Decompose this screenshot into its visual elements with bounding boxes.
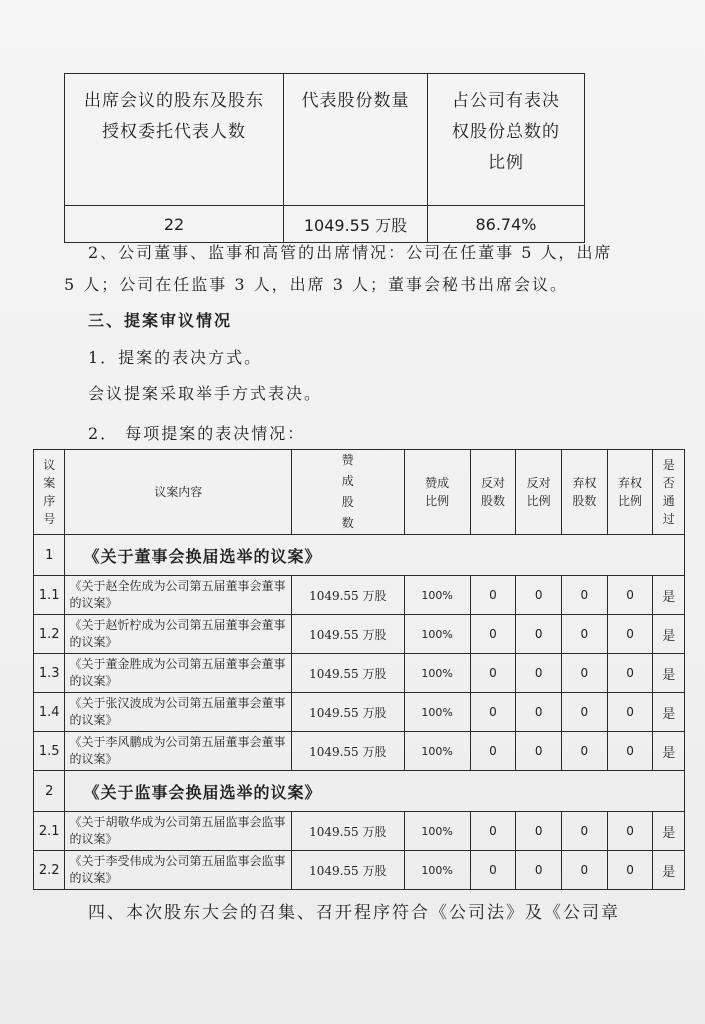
value-ratio: 86.74% [428,206,585,243]
item-2-heading: 2． 每项提案的表决情况： [88,424,306,443]
abstain-ratio: 0 [607,654,653,693]
proposal-number: 1.4 [34,693,65,732]
for-shares: 1049.55 万股 [291,615,404,654]
passed-status: 是 [653,654,685,693]
against-ratio: 0 [516,812,562,851]
header-against-shares: 反对股数 [470,450,516,535]
against-ratio: 0 [516,576,562,615]
for-ratio: 100% [404,812,470,851]
abstain-ratio: 0 [607,851,653,890]
for-ratio: 100% [404,693,470,732]
proposal-content: 《关于赵全佐成为公司第五届董事会董事的议案》 [65,576,291,615]
header-for-shares: 赞成股数 [291,450,404,535]
proposal-number: 1.3 [34,654,65,693]
passed-status: 是 [653,732,685,771]
header-content: 议案内容 [65,450,291,535]
for-shares: 1049.55 万股 [291,654,404,693]
for-shares: 1049.55 万股 [291,576,404,615]
proposal-number: 1.2 [34,615,65,654]
against-shares: 0 [470,576,516,615]
passed-status: 是 [653,576,685,615]
vote-table [33,449,685,890]
section-row [34,535,685,576]
value-attendee-count: 22 [65,206,284,243]
abstain-shares: 0 [562,576,608,615]
abstain-ratio: 0 [607,732,653,771]
table-row [34,576,685,615]
abstain-shares: 0 [562,732,608,771]
against-ratio: 0 [516,732,562,771]
proposal-content: 《关于董金胜成为公司第五届董事会董事的议案》 [65,654,291,693]
section-heading-4: 四、本次股东大会的召集、召开程序符合《公司法》及《公司章 [88,903,620,923]
paragraph-attendance-2: 5 人；公司在任监事 3 人，出席 3 人；董事会秘书出席会议。 [64,275,568,294]
abstain-shares: 0 [562,615,608,654]
passed-status: 是 [653,615,685,654]
header-for-ratio: 赞成比例 [404,450,470,535]
proposal-content: 《关于胡敬华成为公司第五届监事会监事的议案》 [65,812,291,851]
header-passed: 是否通过 [653,450,685,535]
item-1-heading: 1．提案的表决方式。 [88,348,263,367]
abstain-ratio: 0 [607,812,653,851]
abstain-shares: 0 [562,851,608,890]
table-row [34,732,685,771]
section-title: 《关于监事会换届选举的议案》 [65,771,685,812]
table-row [34,851,685,890]
passed-status: 是 [653,851,685,890]
for-ratio: 100% [404,615,470,654]
item-1-text: 会议提案采取举手方式表决。 [88,384,323,403]
against-shares: 0 [470,693,516,732]
for-ratio: 100% [404,654,470,693]
header-attendee-count: 出席会议的股东及股东授权委托代表人数 [65,74,284,206]
section-number: 1 [34,535,65,576]
header-shares: 代表股份数量 [284,74,428,206]
abstain-shares: 0 [562,654,608,693]
header-ratio: 占公司有表决权股份总数的比例 [428,74,585,206]
header-abstain-shares: 弃权股数 [562,450,608,535]
section-title: 《关于董事会换届选举的议案》 [65,535,685,576]
against-ratio: 0 [516,851,562,890]
attendance-value-row [65,206,585,243]
proposal-number: 2.2 [34,851,65,890]
for-shares: 1049.55 万股 [291,812,404,851]
for-shares: 1049.55 万股 [291,732,404,771]
attendance-header-row [65,74,585,206]
proposal-content: 《关于李风鹏成为公司第五届董事会董事的议案》 [65,732,291,771]
table-row [34,693,685,732]
proposal-content: 《关于赵忻柠成为公司第五届董事会董事的议案》 [65,615,291,654]
abstain-ratio: 0 [607,693,653,732]
table-row [34,615,685,654]
proposal-number: 1.1 [34,576,65,615]
vote-header-row [34,450,685,535]
for-shares: 1049.55 万股 [291,851,404,890]
proposal-content: 《关于李受伟成为公司第五届监事会监事的议案》 [65,851,291,890]
against-shares: 0 [470,812,516,851]
against-ratio: 0 [516,615,562,654]
header-against-ratio: 反对比例 [516,450,562,535]
value-shares: 1049.55 万股 [284,206,428,243]
section-number: 2 [34,771,65,812]
table-row [34,654,685,693]
abstain-ratio: 0 [607,615,653,654]
for-ratio: 100% [404,732,470,771]
passed-status: 是 [653,693,685,732]
section-heading-3: 三、提案审议情况 [88,311,233,330]
paragraph-attendance-1: 2、公司董事、监事和高管的出席情况：公司在任董事 5 人，出席 [88,243,613,262]
for-shares: 1049.55 万股 [291,693,404,732]
header-abstain-ratio: 弃权比例 [607,450,653,535]
for-ratio: 100% [404,851,470,890]
against-shares: 0 [470,732,516,771]
proposal-number: 2.1 [34,812,65,851]
against-ratio: 0 [516,693,562,732]
abstain-shares: 0 [562,812,608,851]
against-shares: 0 [470,654,516,693]
proposal-number: 1.5 [34,732,65,771]
against-ratio: 0 [516,654,562,693]
against-shares: 0 [470,851,516,890]
attendance-table [64,73,585,243]
section-row [34,771,685,812]
table-row [34,812,685,851]
for-ratio: 100% [404,576,470,615]
passed-status: 是 [653,812,685,851]
abstain-ratio: 0 [607,576,653,615]
against-shares: 0 [470,615,516,654]
header-seq: 议案序号 [34,450,65,535]
abstain-shares: 0 [562,693,608,732]
proposal-content: 《关于张汉波成为公司第五届董事会董事的议案》 [65,693,291,732]
